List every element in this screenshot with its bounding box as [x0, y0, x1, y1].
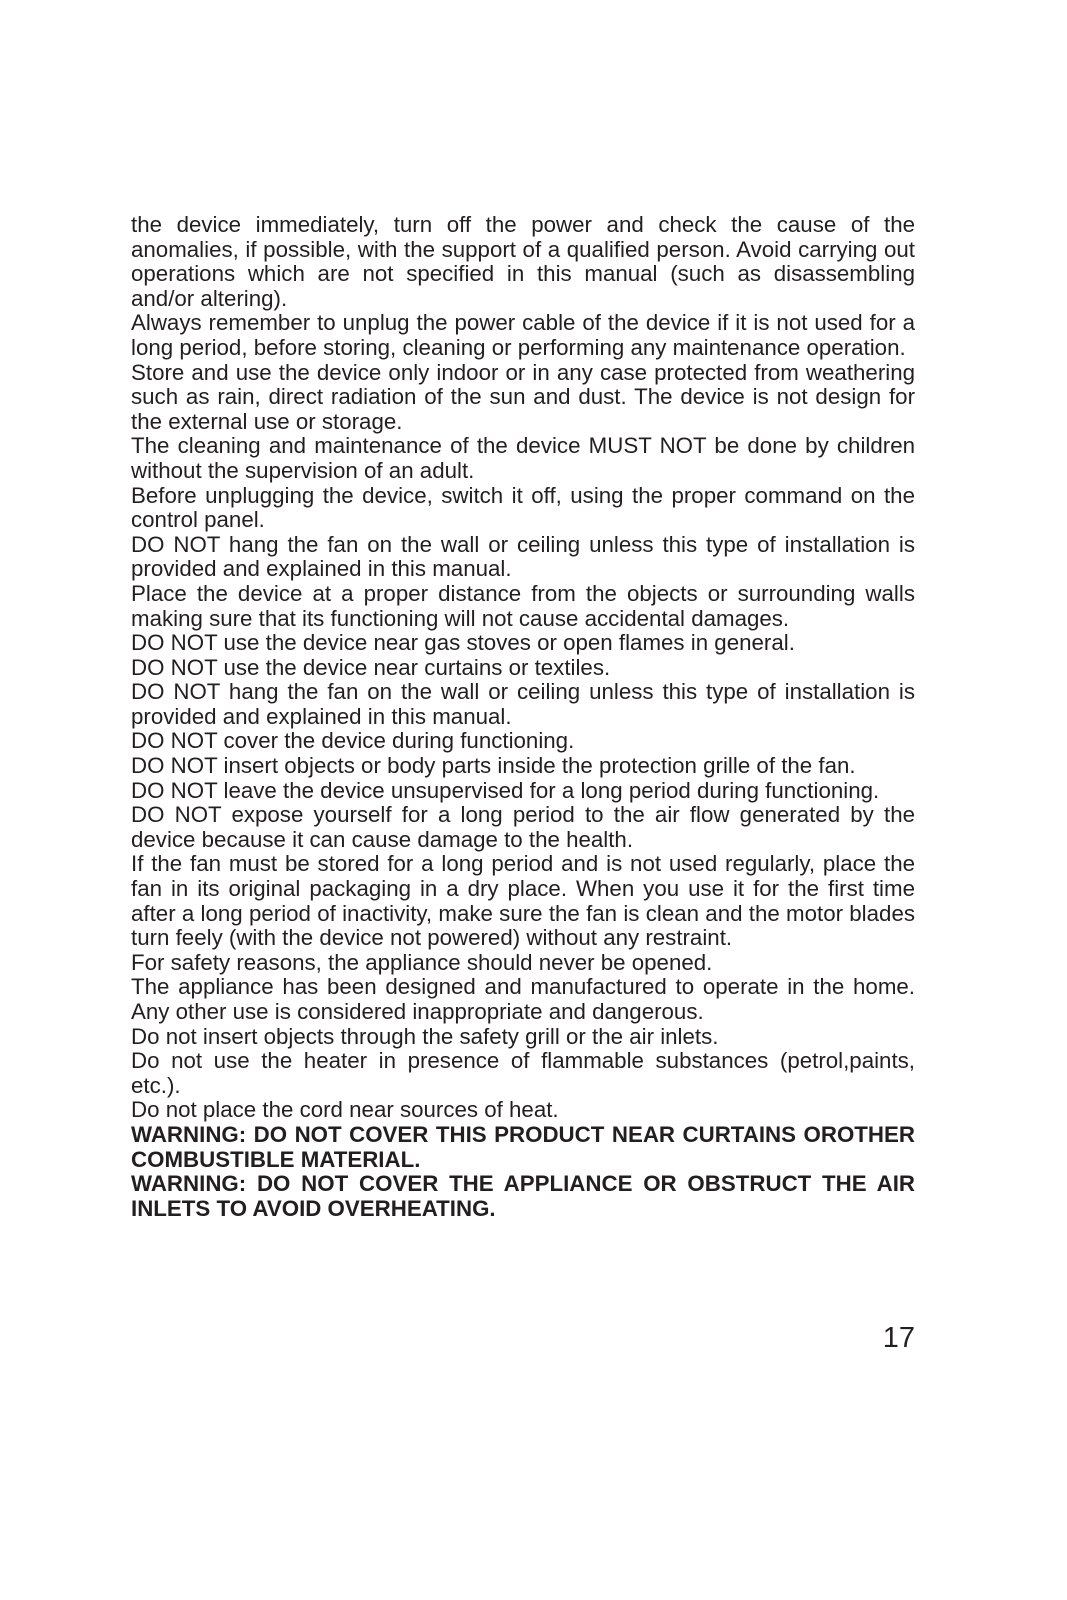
- safety-paragraph: DO NOT expose yourself for a long period to the air flow generated by the device because it can cause damage to the health.: [131, 802, 915, 852]
- safety-paragraph: The cleaning and maintenance of the device MUST NOT be done by children without the supervision of an adult.: [131, 433, 915, 483]
- safety-paragraph: DO NOT use the device near gas stoves or open flames in general.: [131, 630, 795, 656]
- safety-paragraph: If the fan must be stored for a long period and is not used regularly, place the fan in its original packaging in a dry place. When you use it for the first time after a long period of inactivity, make sure the fan is clean and the motor blades turn feely (with the device not powered) without any restraint.: [131, 851, 915, 951]
- warning-paragraph: WARNING: DO NOT COVER THE APPLIANCE OR OBSTRUCT THE AIR INLETS TO AVOID OVERHEATING.: [131, 1171, 915, 1221]
- warning-paragraph: WARNING: DO NOT COVER THIS PRODUCT NEAR CURTAINS OROTHER COMBUSTIBLE MATERIAL.: [131, 1121, 915, 1172]
- safety-paragraph: Do not insert objects through the safety grill or the air inlets.: [131, 1023, 719, 1049]
- safety-paragraph: DO NOT hang the fan on the wall or ceiling unless this type of installation is provided and explained in this manual.: [131, 679, 915, 729]
- safety-paragraph: Before unplugging the device, switch it off, using the proper command on the control panel.: [131, 482, 915, 533]
- safety-paragraph: Do not place the cord near sources of heat.: [131, 1097, 559, 1123]
- page-number: 17: [882, 1322, 915, 1354]
- safety-paragraph: Store and use the device only indoor or in any case protected from weathering such as rain, direct radiation of the sun and dust. The device is not design for the external use or storage.: [131, 359, 915, 434]
- manual-page-body: [131, 213, 915, 1221]
- safety-paragraph: DO NOT insert objects or body parts inside the protection grille of the fan.: [131, 753, 856, 779]
- safety-paragraph: Always remember to unplug the power cable of the device if it is not used for a long period, before storing, cleaning or performing any maintenance operation.: [131, 310, 915, 360]
- safety-paragraph: the device immediately, turn off the power and check the cause of the anomalies, if possible, with the support of a qualified person. Avoid carrying out operations which are not specified in this manual (such as disassembling and/or altering).: [131, 212, 915, 311]
- safety-paragraph: Do not use the heater in presence of flammable substances (petrol,paints, etc.).: [131, 1048, 915, 1098]
- safety-paragraph: The appliance has been designed and manufactured to operate in the home. Any other use is considered inappropriate and dangerous.: [131, 974, 915, 1024]
- safety-paragraph: DO NOT hang the fan on the wall or ceiling unless this type of installation is provided and explained in this manual.: [131, 531, 915, 582]
- safety-paragraph: Place the device at a proper distance from the objects or surrounding walls making sure that its functioning will not cause accidental damages.: [131, 580, 915, 631]
- safety-paragraph: DO NOT leave the device unsupervised for a long period during functioning.: [131, 777, 880, 803]
- safety-paragraph: DO NOT cover the device during functioning.: [131, 728, 575, 754]
- safety-paragraph: For safety reasons, the appliance should never be opened.: [131, 949, 713, 975]
- safety-paragraph: DO NOT use the device near curtains or textiles.: [131, 654, 611, 680]
